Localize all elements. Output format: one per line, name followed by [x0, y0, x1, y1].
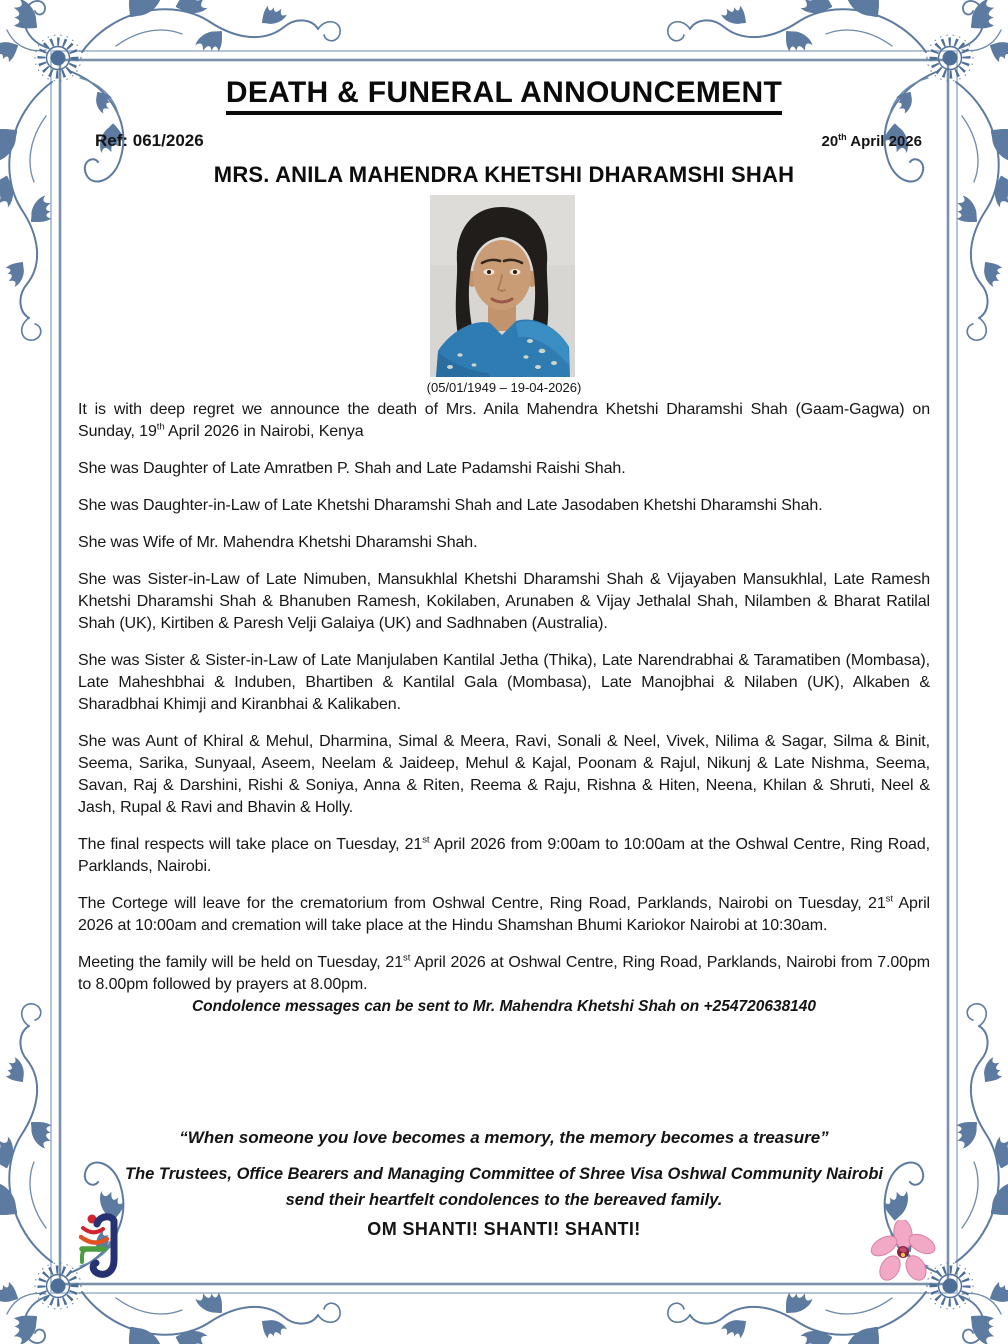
- announcement-paragraphs: [78, 399, 930, 1011]
- ref-date-row: [95, 131, 922, 151]
- paragraph: She was Sister-in-Law of Late Nimuben, Mansukhlal Khetshi Dharamshi Shah & Vijayaben Mansukhlal, Late Ramesh Khetshi Dharamshi Shah & Bhanuben Ramesh, Kokilaben, Arunaben & Vijay Jethalal Shah, Nilamben & Bharat Ratilal Shah (UK), Kirtiben & Paresh Velji Galaiya (UK) and Sadhnaben (Australia).: [78, 571, 930, 632]
- orchid-flower-icon: [868, 1220, 938, 1284]
- condolence-note: Condolence messages can be sent to Mr. Mahendra Khetshi Shah on +254720638140: [191, 998, 817, 1015]
- paragraph: Meeting the family will be held on Tuesday, 21st April 2026 at Oshwal Centre, Ring Road, Parklands, Nairobi from 7.00pm to 8.00pm followed by prayers at 8.00pm.: [78, 952, 930, 993]
- paragraph: She was Daughter of Late Amratben P. Shah and Late Padamshi Raishi Shah.: [78, 460, 626, 477]
- community-logo-icon: [79, 1212, 119, 1280]
- memory-quote: “When someone you love becomes a memory, the memory becomes a treasure”: [179, 1128, 829, 1147]
- paragraph: The final respects will take place on Tuesday, 21st April 2026 from 9:00am to 10:00am at the Oshwal Centre, Ring Road, Parklands, Nairobi.: [78, 834, 930, 875]
- paragraph: She was Wife of Mr. Mahendra Khetshi Dharamshi Shah.: [78, 534, 478, 551]
- paragraph: She was Sister & Sister-in-Law of Late Manjulaben Kantilal Jetha (Thika), Late Narendrabhai & Taramatiben (Mombasa), Late Maheshbhai & Induben, Bhartiben & Kantilal Gala (Mombasa), Late Manojbhai & Nilaben (UK), Alkaben & Sharadbhai Khimji and Kiranbhai & Kalikaben.: [78, 652, 930, 713]
- photo-caption: (05/01/1949 – 19-04-2026): [426, 380, 582, 395]
- deceased-name: MRS. ANILA MAHENDRA KHETSHI DHARAMSHI SHAH: [213, 162, 795, 187]
- paragraph: The Cortege will leave for the crematorium from Oshwal Centre, Ring Road, Parklands, Nairobi on Tuesday, 21st April 2026 at 10:00am and cremation will take place at the Hindu Shamshan Bhumi Kariokor Nairobi at 10:30am.: [78, 893, 930, 934]
- committee-line-1: The Trustees, Office Bearers and Managing Committee of Shree Visa Oshwal Community Nairobi: [125, 1165, 883, 1183]
- paragraph: It is with deep regret we announce the death of Mrs. Anila Mahendra Khetshi Dharamshi Shah (Gaam-Gagwa) on Sunday, 19th April 2026 in Nairobi, Kenya: [78, 401, 930, 440]
- portrait-photo: [430, 195, 575, 377]
- committee-line-2: send their heartfelt condolences to the bereaved family.: [285, 1191, 723, 1209]
- paragraph: She was Aunt of Khiral & Mehul, Dharmina, Simal & Meera, Ravi, Sonali & Neel, Vivek, Nilima & Sagar, Silma & Binit, Seema, Sarika, Sunyaal, Aseem, Neelam & Jaideep, Mehul & Kajal, Poonam & Rajul, Nikunj & Late Nishma, Seema, Savan, Raj & Darshini, Rishi & Soniya, Anna & Riten, Reema & Raju, Rishna & Hiten, Neena, Khilan & Shruti, Neel & Jash, Rupal & Ravi and Bhavin & Holly.: [78, 733, 930, 816]
- paragraph: She was Daughter-in-Law of Late Khetshi Dharamshi Shah and Late Jasodaben Khetshi Dharamshi Shah.: [78, 497, 823, 514]
- issue-date: 20th April 2026: [821, 132, 922, 150]
- ref-number: Ref: 061/2026: [95, 131, 204, 150]
- om-shanti-mantra: OM SHANTI! SHANTI! SHANTI!: [367, 1219, 641, 1239]
- page-title: DEATH & FUNERAL ANNOUNCEMENT: [226, 76, 782, 115]
- committee-message: [0, 1161, 1008, 1213]
